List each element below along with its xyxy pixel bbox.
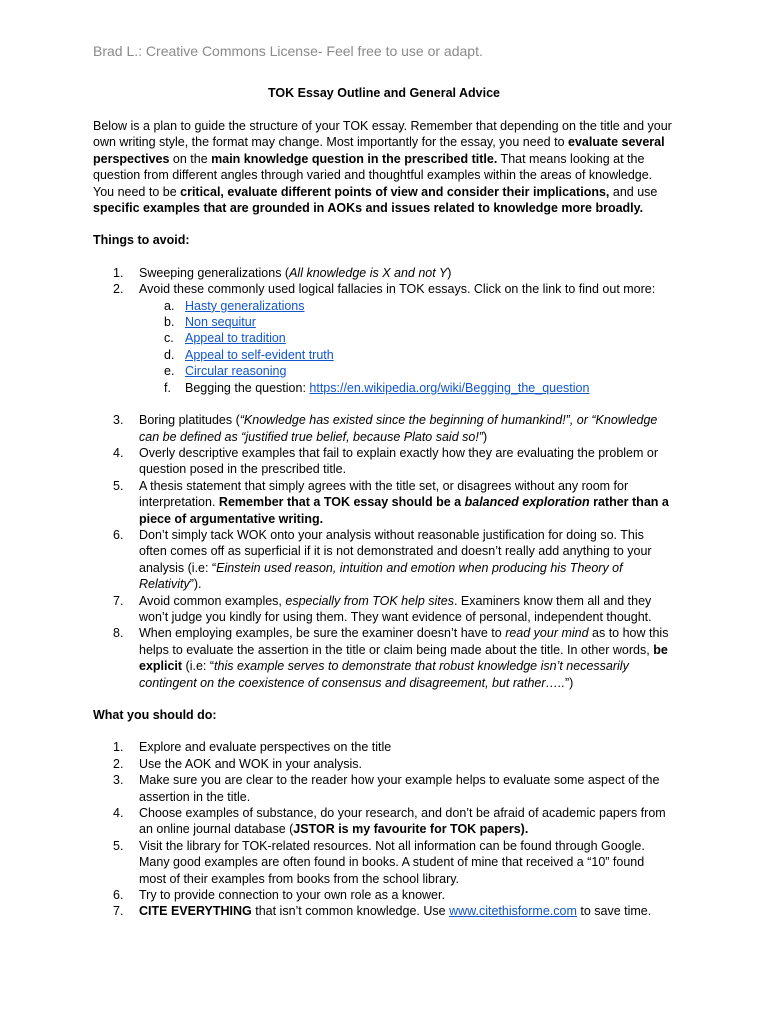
list-letter: f. [164, 380, 171, 395]
do-item-2 [93, 756, 673, 772]
item-text: A thesis statement that simply agrees with the title set, or disagrees without any room for interpretation. [139, 478, 629, 510]
list-letter: b. [164, 315, 175, 330]
fallacy-item-c [93, 330, 673, 346]
avoid-item-3 [93, 412, 673, 445]
do-item-7 [93, 903, 673, 919]
item-italic: read your mind [505, 626, 589, 641]
fallacy-item-a [93, 298, 673, 314]
fallacy-item-d [93, 347, 673, 363]
list-number: 7. [113, 593, 124, 608]
item-text: ”). [189, 577, 202, 592]
item-text: (i.e: “ [182, 659, 215, 674]
list-letter: e. [164, 364, 175, 379]
fallacy-item-b [93, 314, 673, 330]
do-item-4 [93, 805, 673, 838]
list-letter: d. [164, 347, 175, 362]
list-number: 2. [113, 756, 124, 771]
intro-bold: specific examples that are grounded in AOKs and issues related to knowledge more broadly. [93, 201, 644, 216]
item-text: Avoid these commonly used logical fallacies in TOK essays. Click on the link to find out more: [139, 282, 656, 297]
list-number: 7. [113, 904, 124, 919]
item-text: that isn’t common knowledge. Use [251, 904, 450, 919]
item-text: When employing examples, be sure the examiner doesn’t have to [139, 626, 506, 641]
intro-bold: main knowledge question in the prescribed title. [211, 151, 498, 166]
item-text: Try to provide connection to your own role as a knower. [139, 888, 445, 903]
item-bold: be explicit [139, 642, 668, 674]
non-sequitur-link[interactable]: Non sequitur [185, 315, 256, 330]
avoid-item-7 [93, 593, 673, 626]
list-number: 1. [113, 265, 124, 280]
do-item-3 [93, 772, 673, 805]
list-number: 6. [113, 527, 124, 542]
item-text: Explore and evaluate perspectives on the title [139, 740, 392, 755]
circular-reasoning-link[interactable]: Circular reasoning [185, 364, 287, 379]
list-number: 4. [113, 806, 124, 821]
item-text: ”) [564, 675, 574, 690]
things-to-avoid-heading: Things to avoid: [93, 233, 190, 248]
item-italic: All knowledge is X and not Y [289, 265, 448, 280]
item-text: Sweeping generalizations ( [139, 265, 290, 280]
hasty-generalizations-link[interactable]: Hasty generalizations [185, 298, 305, 313]
license-header: Brad L.: Creative Commons License- Feel free to use or adapt. [93, 43, 483, 59]
item-italic: this example serves to demonstrate that robust knowledge isn’t necessarily contingent on the coexistence of consensus and disagreement, but rather….. [139, 659, 629, 690]
item-bold: JSTOR is my favourite for TOK papers). [293, 822, 529, 837]
item-text: Don’t simply tack WOK onto your analysis without reasonable justification for doing so. This often comes off as superficial if it is not demonstrated and doesn’t really add anything to your analysis (i.e: “ [139, 527, 652, 575]
list-number: 3. [113, 773, 124, 788]
intro-paragraph [93, 118, 673, 216]
begging-the-question-link[interactable]: https://en.wikipedia.org/wiki/Begging_the_question [309, 380, 590, 395]
item-bold: rather than a piece of argumentative writing. [139, 495, 669, 526]
item-bold-italic: balanced exploration [464, 495, 590, 510]
appeal-to-tradition-link[interactable]: Appeal to tradition [185, 331, 286, 346]
page-title: TOK Essay Outline and General Advice [267, 86, 501, 100]
do-item-6 [93, 887, 673, 903]
fallacy-item-e [93, 363, 673, 379]
item-text: Avoid common examples, [139, 593, 286, 608]
list-number: 8. [113, 626, 124, 641]
list-number: 1. [113, 740, 124, 755]
fallacy-item-f [93, 380, 673, 396]
item-italic: especially from TOK help sites [285, 593, 454, 608]
item-text: . Examiners know them all and they won’t judge you kindly for using them. They want evidence of personal, independent thought. [139, 593, 652, 624]
item-text: Choose examples of substance, do your research, and don’t be afraid of academic papers from an online journal database ( [139, 806, 666, 837]
avoid-item-1 [93, 265, 673, 281]
list-number: 5. [113, 838, 124, 853]
list-number: 4. [113, 445, 124, 460]
avoid-item-5 [93, 478, 673, 527]
item-text: to save time. [576, 904, 652, 919]
item-text: Visit the library for TOK-related resources. Not all information can be found through Google. Many good examples are often found in books. A student of mine that received a “10” found most of their examples from books from the school library. [139, 838, 645, 886]
avoid-item-8 [93, 625, 673, 691]
item-bold: CITE EVERYTHING [139, 904, 252, 919]
item-text: ) [447, 265, 452, 280]
appeal-to-self-evident-truth-link[interactable]: Appeal to self-evident truth [185, 347, 334, 362]
list-number: 2. [113, 282, 124, 297]
item-text: Make sure you are clear to the reader how your example helps to evaluate some aspect of the assertion in the title. [139, 773, 660, 804]
list-number: 6. [113, 888, 124, 903]
intro-text: on the [169, 151, 212, 166]
document-body [93, 118, 673, 920]
item-text: Overly descriptive examples that fail to explain exactly how they are evaluating the problem or question posed in the prescribed title. [139, 445, 659, 477]
list-letter: c. [164, 331, 174, 346]
item-text: ) [482, 429, 488, 444]
item-italic: “Knowledge has existed since the beginning of humankind!”, or “Knowledge can be defined as “justified true belief, because Plato said so!” [139, 413, 658, 444]
avoid-item-4 [93, 445, 673, 478]
list-number: 5. [113, 478, 124, 493]
citethisforme-link[interactable]: www.citethisforme.com [449, 904, 577, 919]
item-text: Boring platitudes ( [139, 413, 240, 428]
intro-text: That means looking at the question from different angles through varied and thoughtful examples within the areas of knowledge. You need to be [93, 151, 653, 199]
what-you-should-do-heading: What you should do: [93, 708, 217, 722]
item-text: Begging the question: [185, 380, 310, 395]
item-text: Use the AOK and WOK in your analysis. [139, 756, 363, 771]
list-letter: a. [164, 298, 175, 313]
avoid-item-6 [93, 527, 673, 593]
intro-text: Below is a plan to guide the structure of your TOK essay. Remember that depending on the title and your own writing style, the format may change. Most importantly for the essay, you need to [93, 119, 672, 150]
do-item-1 [93, 739, 673, 755]
avoid-item-2 [93, 281, 673, 297]
intro-text: and use [609, 184, 658, 199]
list-number: 3. [113, 413, 124, 428]
item-text: as to how this helps to evaluate the assertion in the title or claim being made about the title. In other words, [139, 626, 669, 657]
item-bold: Remember that a TOK essay should be a [218, 495, 465, 510]
item-italic: Einstein used reason, intuition and emotion when producing his Theory of Relativity [139, 560, 623, 592]
do-item-5 [93, 838, 673, 887]
intro-bold: evaluate several perspectives [93, 135, 665, 166]
intro-bold: critical, evaluate different points of view and consider their implications, [180, 184, 610, 199]
